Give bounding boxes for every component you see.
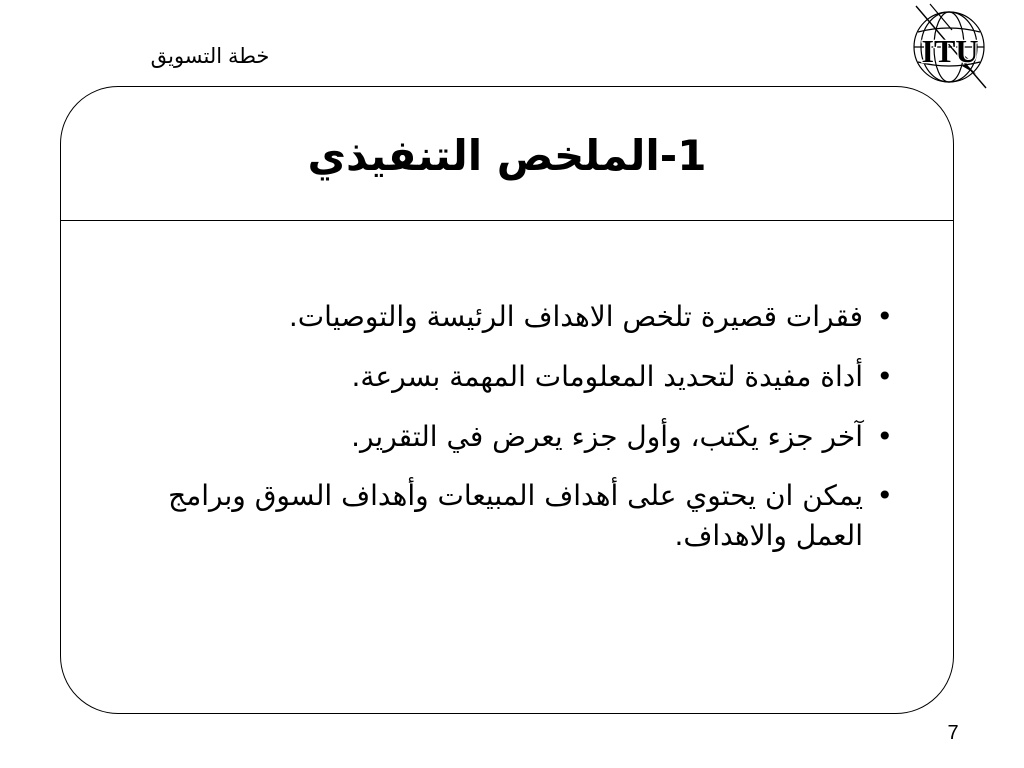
bullet-item xyxy=(111,357,893,397)
bullet-text: فقرات قصيرة تلخص الاهداف الرئيسة والتوصيات. xyxy=(288,300,863,333)
bullet-dot-icon: • xyxy=(876,419,893,453)
bullet-text: يمكن ان يحتوي على أهداف المبيعات وأهداف السوق وبرامج العمل والاهداف. xyxy=(168,479,863,552)
itu-logo xyxy=(902,2,994,92)
bullet-item xyxy=(111,476,893,556)
title-area xyxy=(61,87,953,221)
logo-text: ITU xyxy=(921,33,979,69)
header-label: خطة التسويق xyxy=(150,45,270,68)
page-number: 7 xyxy=(947,722,959,744)
bullet-dot-icon: • xyxy=(876,479,893,513)
bullet-text: آخر جزء يكتب، وأول جزء يعرض في التقرير. xyxy=(351,419,863,453)
itu-globe-logo-icon xyxy=(902,2,994,92)
content-frame xyxy=(60,86,954,714)
bullet-list xyxy=(111,297,893,576)
bullet-item xyxy=(111,417,893,457)
bullet-dot-icon: • xyxy=(876,300,893,333)
bullet-dot-icon: • xyxy=(876,359,893,393)
bullet-text: أداة مفيدة لتحديد المعلومات المهمة بسرعة. xyxy=(351,359,863,393)
slide-title: 1-الملخص التنفيذي xyxy=(307,131,707,180)
bullet-item xyxy=(111,297,893,337)
